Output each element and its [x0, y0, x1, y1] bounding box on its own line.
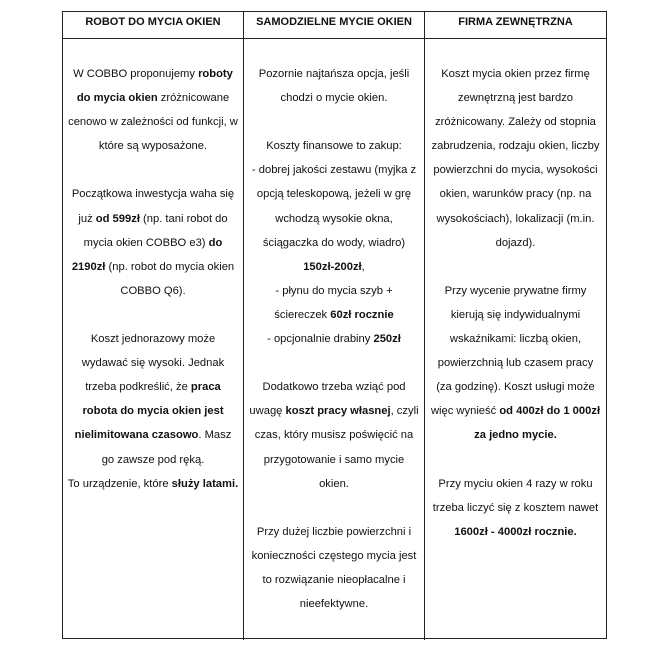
cell-robot [63, 39, 244, 640]
cell-external-company [425, 39, 606, 640]
self-costs-intro: Koszty finansowe to zakup: [266, 140, 402, 153]
header-external-company: FIRMA ZEWNĘTRZNA [425, 12, 606, 39]
self-paragraph-4: Przy dużej liczbie powierzchni i konieczności częstego mycia jest to rozwiązanie nieopłacalne i nieefektywne. [251, 525, 417, 611]
header-self-cleaning: SAMODZIELNE MYCIE OKIEN [244, 12, 425, 39]
cell-self-cleaning [244, 39, 425, 640]
external-paragraph-3: Przy myciu okien 4 razy w roku trzeba liczyć się z kosztem nawet 1600zł - 4000zł rocznie. [432, 477, 599, 538]
self-paragraph-1: Pozornie najtańsza opcja, jeśli chodzi o mycie okien. [258, 68, 410, 105]
robot-paragraph-3: Koszt jednorazowy może wydawać się wysoki. Jednak trzeba podkreślić, że praca robota do mycia okien jest nielimitowana czasowo. Masz go zawsze pod ręką. [74, 333, 232, 466]
self-cost-item-kit: - dobrej jakości zestawu (myjka z opcją teleskopową, jeżeli w grę wchodzą wysokie okna, ściągaczka do wody, wiadro) 150zł-200zł, [251, 164, 417, 273]
header-robot: ROBOT DO MYCIA OKIEN [63, 12, 244, 39]
self-cost-item-ladder: - opcjonalnie drabiny 250zł [267, 333, 401, 346]
comparison-table [62, 11, 607, 639]
external-paragraph-2: Przy wycenie prywatne firmy kierują się indywidualnymi wskaźnikami: liczbą okien, powierzchnią lub czasem pracy (za godzinę). Koszt usługi może więc wynieść od 400zł do 1 000zł za jedno mycie. [430, 284, 601, 442]
self-cost-item-liquid: - płynu do mycia szyb + ściereczek 60zł rocznie [274, 284, 394, 321]
robot-paragraph-4: To urządzenie, które służy latami. [67, 477, 239, 490]
robot-paragraph-2: Początkowa inwestycja waha się już od 599zł (np. tani robot do mycia okien COBBO e3) do 2190zł (np. robot do mycia okien COBBO Q6). [71, 188, 235, 297]
robot-paragraph-1: W COBBO proponujemy roboty do mycia okien zróżnicowane cenowo w zależności od funkcji, w które są wyposażone. [68, 68, 238, 153]
external-paragraph-1: Koszt mycia okien przez firmę zewnętrzną jest bardzo zróżnicowany. Zależy od stopnia zabrudzenia, rodzaju okien, liczby powierzchni do mycia, wysokości okien, warunków pracy (np. na wysokościach), lokalizacji (m.in. dojazd). [431, 68, 600, 249]
self-paragraph-3: Dodatkowo trzeba wziąć pod uwagę koszt pracy własnej, czyli czas, który musisz poświęcić na przygotowanie i samo mycie okien. [249, 381, 419, 490]
